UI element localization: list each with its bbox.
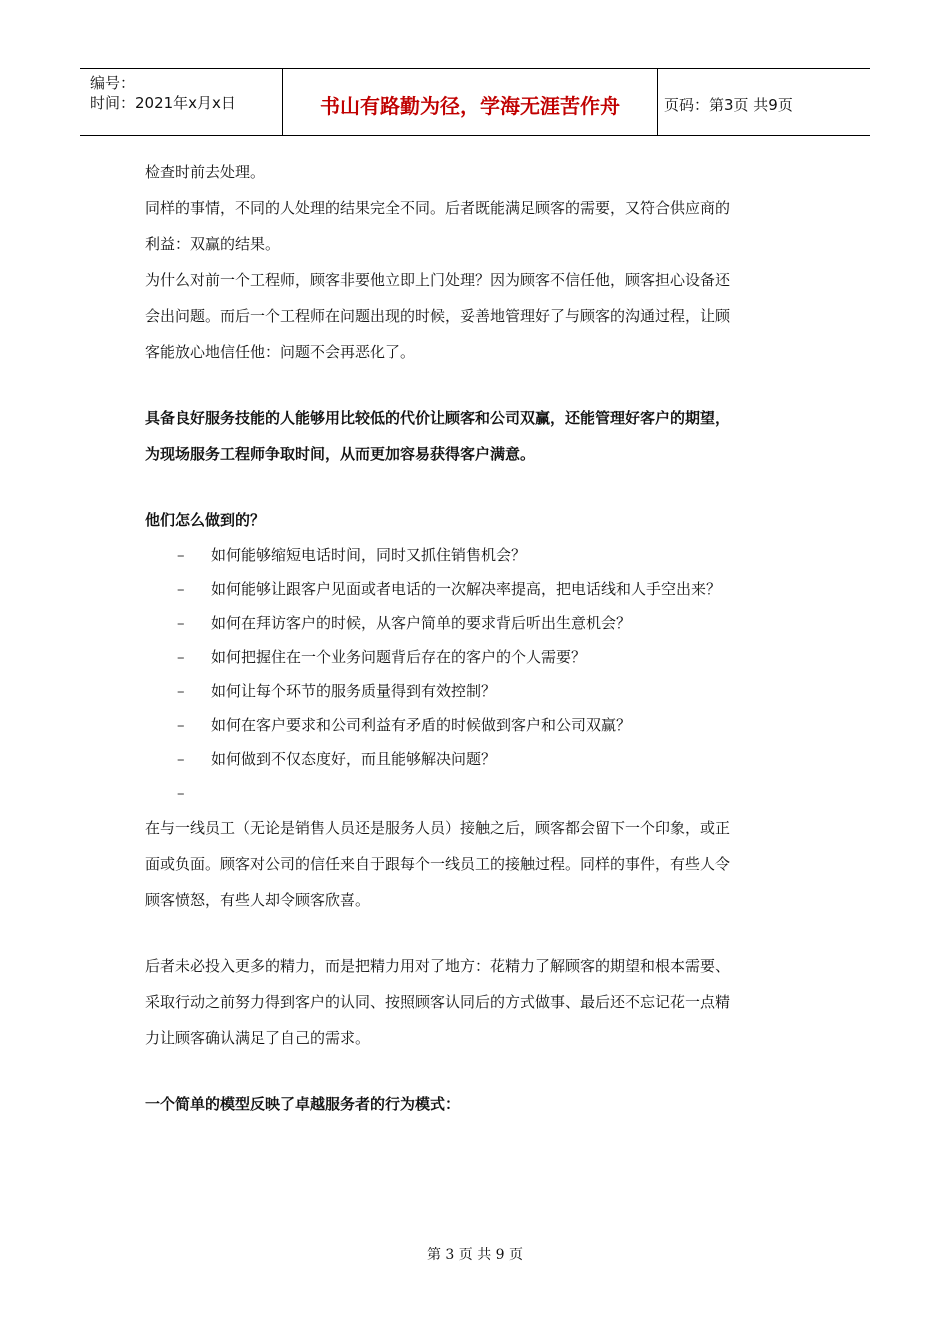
list-item: – 如何能够缩短电话时间，同时又抓住销售机会？ bbox=[145, 538, 811, 572]
paragraph-line: 顾客愤怒，有些人却令顾客欣喜。 bbox=[145, 891, 371, 909]
list-item: – 如何在客户要求和公司利益有矛盾的时候做到客户和公司双赢？ bbox=[145, 708, 811, 742]
list-item bbox=[145, 776, 811, 810]
dash-icon: – bbox=[177, 614, 185, 632]
page-header bbox=[80, 68, 870, 136]
bold-statement-line: 具备良好服务技能的人能够用比较低的代价让顾客和公司双赢，还能管理好客户的期望， bbox=[145, 409, 731, 427]
header-page-info: 页码：第3页 共9页 bbox=[664, 95, 793, 114]
dash-icon: – bbox=[177, 784, 185, 802]
dash-icon: – bbox=[177, 682, 185, 700]
paragraph-line: 面或负面。顾客对公司的信任来自于跟每个一线员工的接触过程。同样的事件，有些人令 bbox=[145, 855, 731, 873]
spacer bbox=[145, 472, 811, 502]
dash-icon: – bbox=[177, 750, 185, 768]
list-item: – 如何在拜访客户的时候，从客户简单的要求背后听出生意机会？ bbox=[145, 606, 811, 640]
spacer bbox=[145, 1056, 811, 1086]
dash-icon: – bbox=[177, 546, 185, 564]
bold-statement-line: 为现场服务工程师争取时间，从而更加容易获得客户满意。 bbox=[145, 445, 536, 463]
spacer bbox=[145, 370, 811, 400]
list-item: – 如何做到不仅态度好，而且能够解决问题？ bbox=[145, 742, 811, 776]
document-body bbox=[145, 154, 811, 1122]
dash-icon: – bbox=[177, 580, 185, 598]
section-heading: 一个简单的模型反映了卓越服务者的行为模式： bbox=[145, 1095, 461, 1113]
paragraph-line: 会出问题。而后一个工程师在问题出现的时候，妥善地管理好了与顾客的沟通过程，让顾 bbox=[145, 307, 731, 325]
paragraph-line: 在与一线员工（无论是销售人员还是服务人员）接触之后，顾客都会留下一个印象，或正 bbox=[145, 819, 731, 837]
header-meta bbox=[80, 69, 282, 135]
list-item: – 如何能够让跟客户见面或者电话的一次解决率提高，把电话线和人手空出来？ bbox=[145, 572, 811, 606]
header-motto: 书山有路勤为径，学海无涯苦作舟 bbox=[282, 69, 658, 135]
paragraph-line: 利益：双赢的结果。 bbox=[145, 235, 281, 253]
dash-icon: – bbox=[177, 716, 185, 734]
dash-icon: – bbox=[177, 648, 185, 666]
paragraph-line: 后者未必投入更多的精力，而是把精力用对了地方：花精力了解顾客的期望和根本需要、 bbox=[145, 957, 731, 975]
list-item: – 如何让每个环节的服务质量得到有效控制？ bbox=[145, 674, 811, 708]
section-heading: 他们怎么做到的？ bbox=[145, 511, 266, 529]
paragraph-line: 为什么对前一个工程师，顾客非要他立即上门处理？因为顾客不信任他，顾客担心设备还 bbox=[145, 271, 731, 289]
paragraph-line: 同样的事情，不同的人处理的结果完全不同。后者既能满足顾客的需要，又符合供应商的 bbox=[145, 199, 731, 217]
page-footer: 第 3 页 共 9 页 bbox=[426, 1247, 524, 1263]
paragraph-line: 采取行动之前努力得到客户的认同、按照顾客认同后的方式做事、最后还不忘记花一点精 bbox=[145, 993, 731, 1011]
paragraph-line: 客能放心地信任他：问题不会再恶化了。 bbox=[145, 343, 416, 361]
document-time-label: 时间：2021年x月x日 bbox=[90, 94, 236, 112]
question-list bbox=[145, 538, 811, 810]
list-item: – 如何把握住在一个业务问题背后存在的客户的个人需要？ bbox=[145, 640, 811, 674]
paragraph-line: 检查时前去处理。 bbox=[145, 163, 266, 181]
spacer bbox=[145, 918, 811, 948]
document-number-label: 编号： bbox=[90, 74, 136, 92]
paragraph-line: 力让顾客确认满足了自己的需求。 bbox=[145, 1029, 371, 1047]
